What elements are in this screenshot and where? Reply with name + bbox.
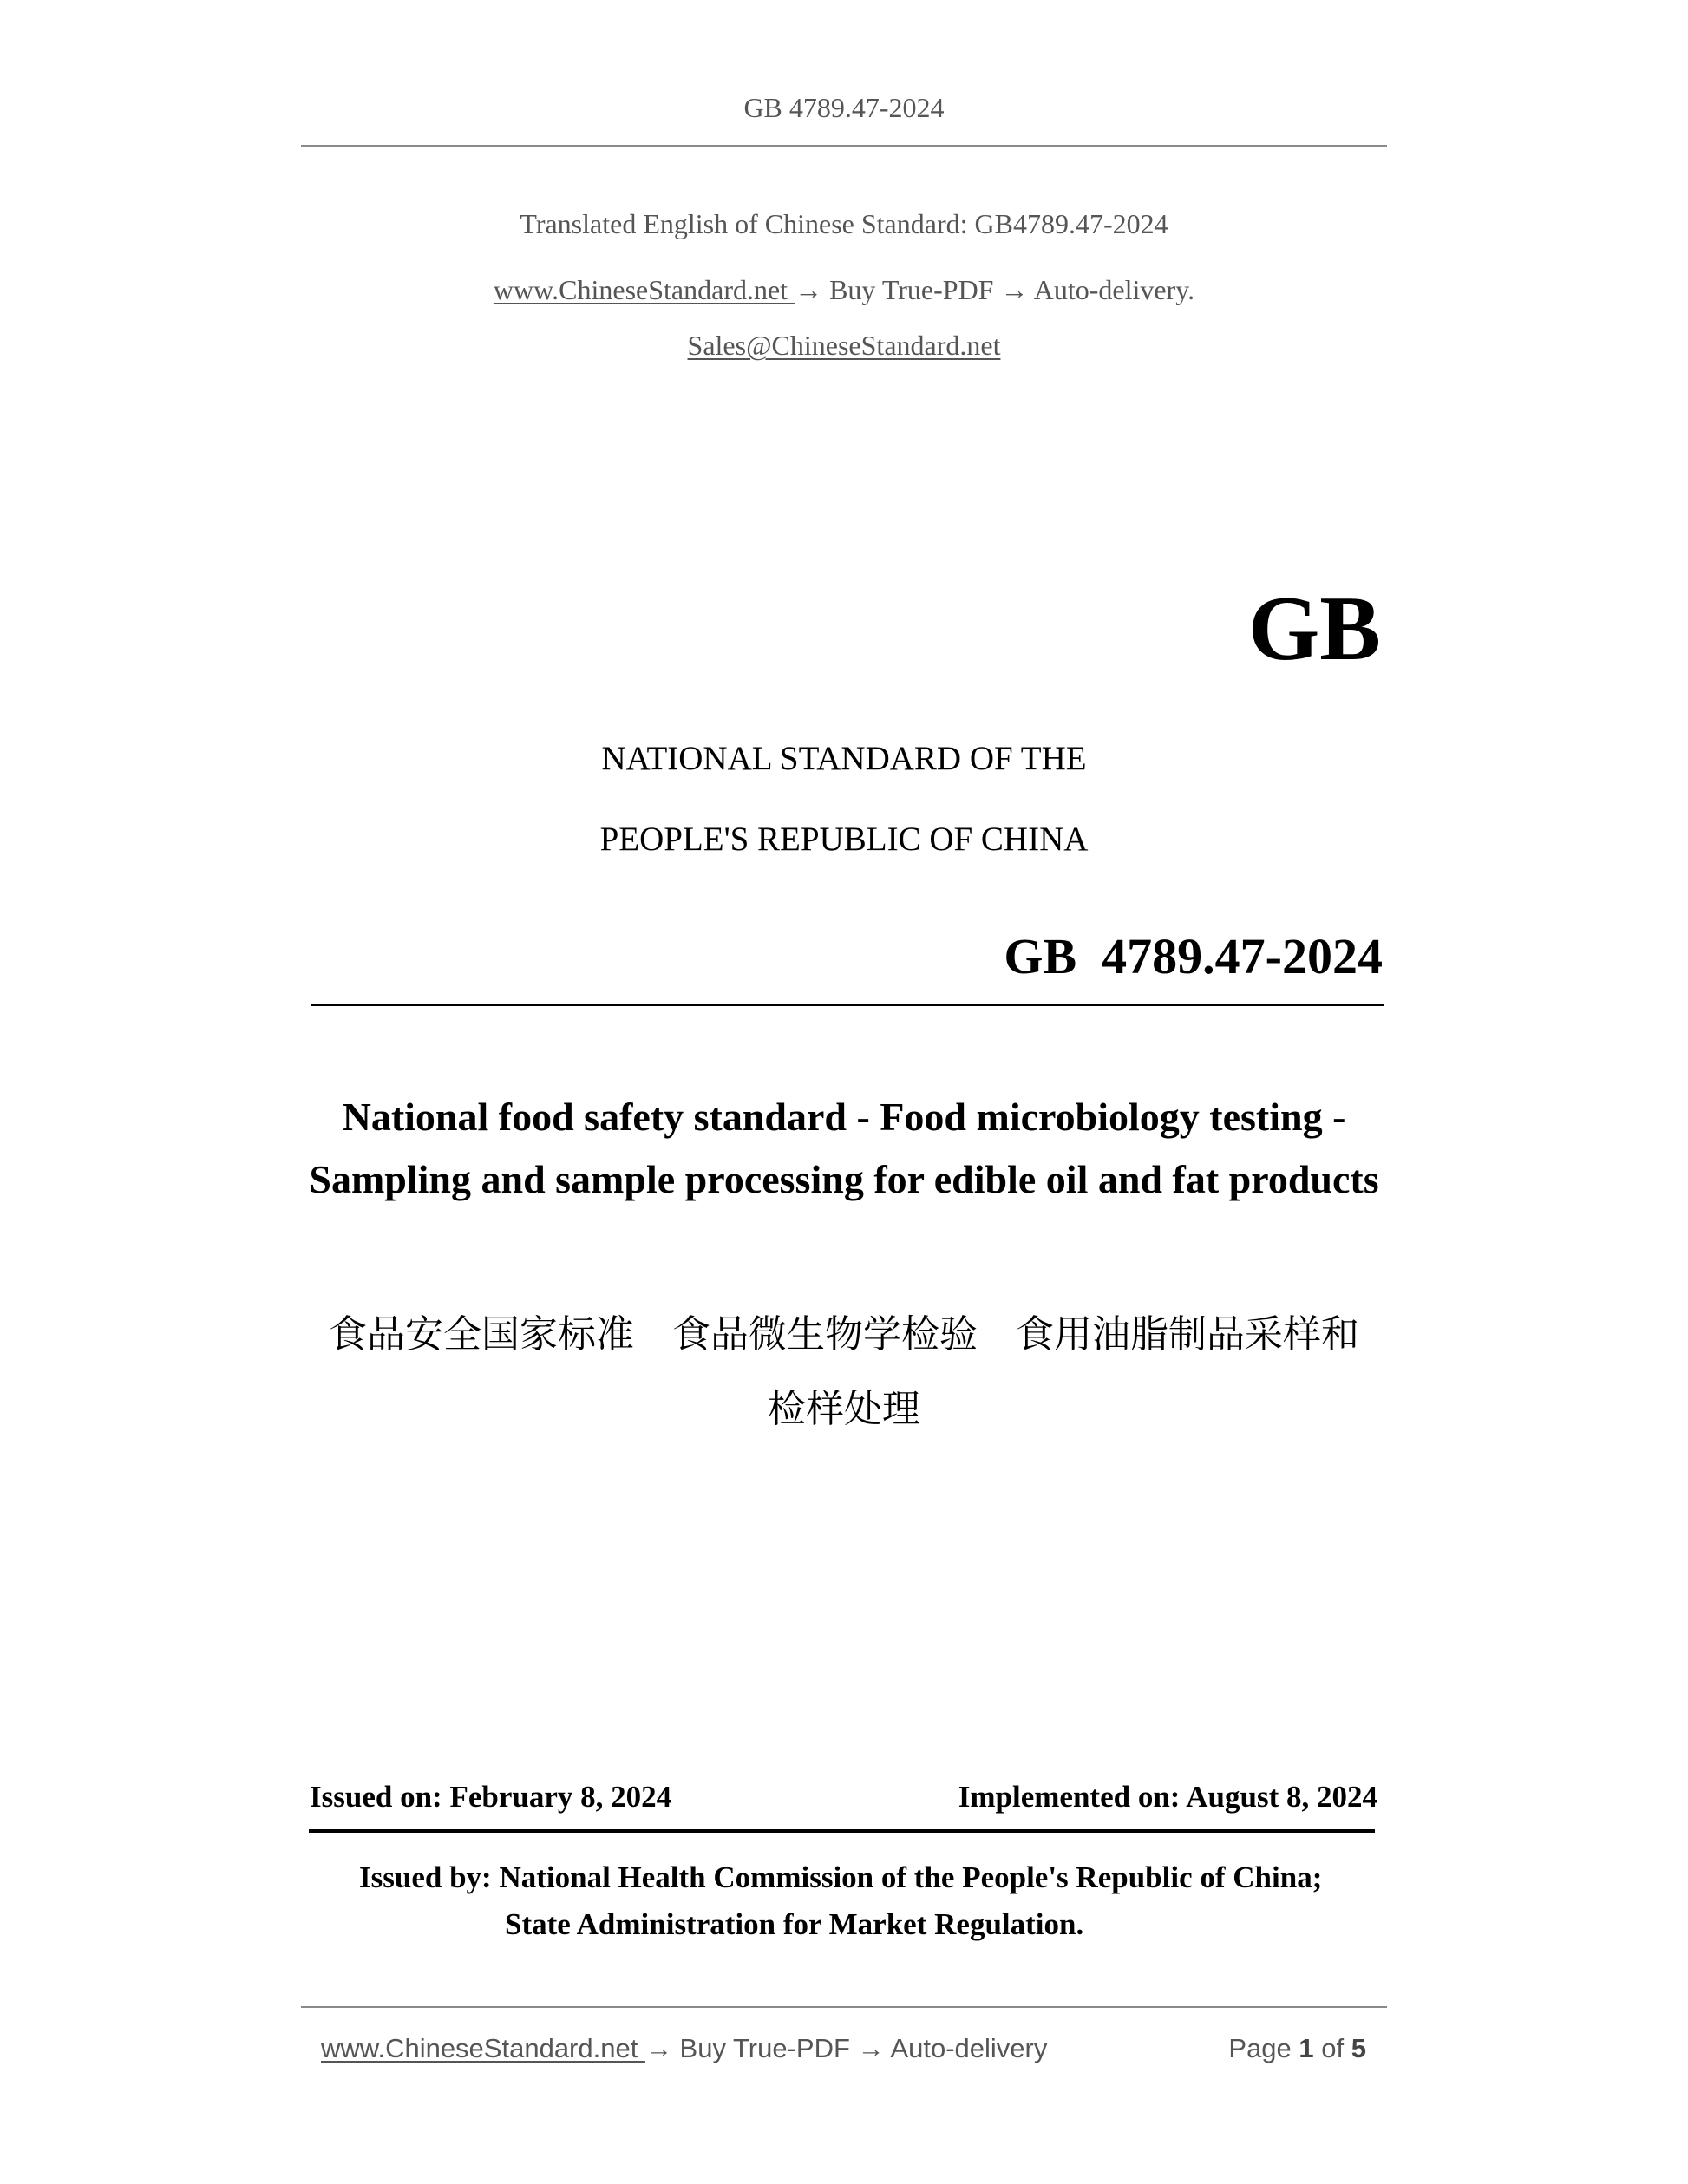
delivery-text: Auto-delivery. <box>1028 274 1195 305</box>
page-total: 5 <box>1351 2033 1366 2063</box>
running-header: GB 4789.47-2024 <box>743 92 945 123</box>
page-indicator <box>1228 2031 1366 2066</box>
footer-promo <box>321 2031 1047 2066</box>
title-cn-line-2: 检样处理 <box>768 1387 920 1431</box>
buy-text: Buy True-PDF <box>822 274 1001 305</box>
standard-divider <box>311 1004 1384 1006</box>
issued-on-date: Issued on: February 8, 2024 <box>310 1780 672 1814</box>
arrow-right-icon: → <box>795 274 823 305</box>
footer-site-link[interactable]: www.ChineseStandard.net <box>321 2033 645 2063</box>
translated-notice: Translated English of Chinese Standard: GB4789.47-2024 <box>520 208 1168 239</box>
title-cn-line-1: 食品安全国家标准 食品微生物学检验 食用油脂制品采样和 <box>329 1312 1359 1357</box>
page-label: Page <box>1228 2033 1299 2063</box>
national-standard-line-1: NATIONAL STANDARD OF THE <box>601 740 1087 777</box>
sales-email-link[interactable]: Sales@ChineseStandard.net <box>687 330 1001 361</box>
implemented-on-date: Implemented on: August 8, 2024 <box>958 1780 1377 1814</box>
dates-divider <box>309 1829 1375 1833</box>
footer-delivery-text: Auto-delivery <box>884 2033 1048 2063</box>
standard-number: GB 4789.47-2024 <box>1004 928 1383 984</box>
footer-divider <box>301 2006 1387 2008</box>
sales-line <box>0 328 1688 363</box>
arrow-right-icon: → <box>1000 274 1029 305</box>
issued-by-line-2: State Administration for Market Regulation. <box>505 1907 1084 1941</box>
footer-buy-text: Buy True-PDF <box>671 2033 858 2063</box>
document-title-en: National food safety standard - Food microbiology testing - Sampling and sample processing for edible oil and fat products <box>309 1095 1379 1201</box>
arrow-right-icon: → <box>644 2033 672 2063</box>
header-divider <box>301 145 1387 147</box>
promo-line <box>0 272 1688 307</box>
site-link[interactable]: www.ChineseStandard.net <box>493 274 795 305</box>
gb-logo: GB <box>1247 578 1381 679</box>
issued-by-line-1: Issued by: National Health Commission of the People's Republic of China; <box>359 1860 1323 1894</box>
arrow-right-icon: → <box>857 2033 885 2063</box>
page-of-label: of <box>1313 2033 1351 2063</box>
national-standard-line-2: PEOPLE'S REPUBLIC OF CHINA <box>599 821 1089 858</box>
page-current: 1 <box>1299 2033 1314 2063</box>
document-title-cn <box>295 1298 1393 1447</box>
